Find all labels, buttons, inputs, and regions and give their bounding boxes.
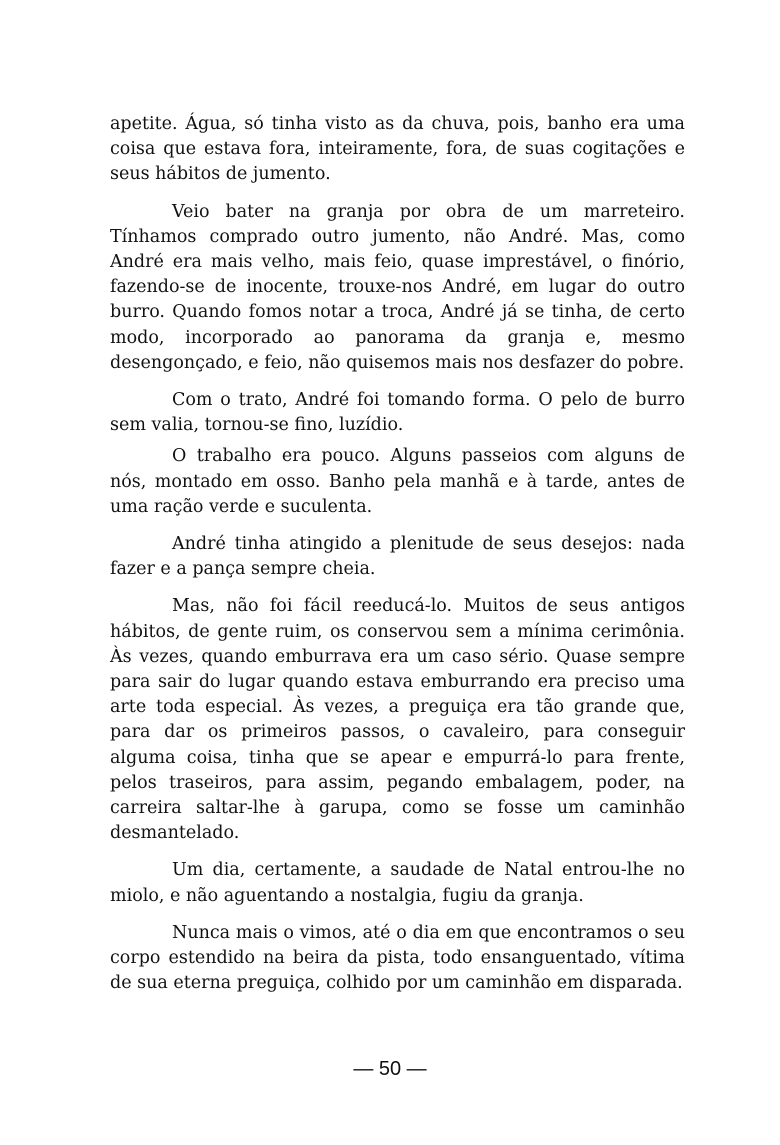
paragraph-7: Um dia, certamente, a saudade de Natal entrou-lhe no miolo, e não aguentando a nostalgia, fugiu da granja.	[110, 860, 685, 906]
paragraph-6: Mas, não foi fácil reeducá-lo. Muitos de seus antigos hábitos, de gente ruim, os conservou sem a mínima cerimônia. Às vezes, quando emburrava era um caso sério. Quase sempre para sair do lugar quando estava emburrando era preciso uma arte toda especial. Às vezes, a preguiça era tão grande que, para dar os primeiros passos, o cavaleiro, para conseguir alguma coisa, tinha que se apear e empurrá-lo para frente, pelos traseiros, para assim, pegando embalagem, poder, na carreira saltar-lhe à garupa, como se fosse um caminhão desmantelado.	[110, 596, 685, 844]
paragraph-1: apetite. Água, só tinha visto as da chuva, pois, banho era uma coisa que estava fora, inteiramente, fora, de suas cogitações e seus hábitos de jumento.	[110, 114, 685, 185]
paragraph-5: André tinha atingido a plenitude de seus desejos: nada fazer e a pança sempre cheia.	[110, 534, 685, 580]
paragraph-8: Nunca mais o vimos, até o dia em que encontramos o seu corpo estendido na beira da pista, todo ensanguentado, vítima de sua eterna preguiça, colhido por um caminhão em disparada.	[110, 922, 685, 994]
page-body	[110, 112, 685, 1009]
paragraph-3: Com o trato, André foi tomando forma. O pelo de burro sem valia, tornou-se fino, luzídio.	[110, 390, 685, 436]
paragraph-4: O trabalho era pouco. Alguns passeios com alguns de nós, montado em osso. Banho pela manhã e à tarde, antes de uma ração verde e suculenta.	[110, 446, 685, 517]
paragraph-2: Veio bater na granja por obra de um marreteiro. Tínhamos comprado outro jumento, não André. Mas, como André era mais velho, mais feio, quase imprestável, o finório, fazendo-se de inocente, trouxe-nos André, em lugar do outro burro. Quando fomos notar a troca, André já se tinha, de certo modo, incorporado ao panorama da granja e, mesmo desengonçado, e feio, não quisemos mais nos desfazer do pobre.	[110, 201, 685, 373]
page-number: — 50 —	[353, 1058, 427, 1080]
